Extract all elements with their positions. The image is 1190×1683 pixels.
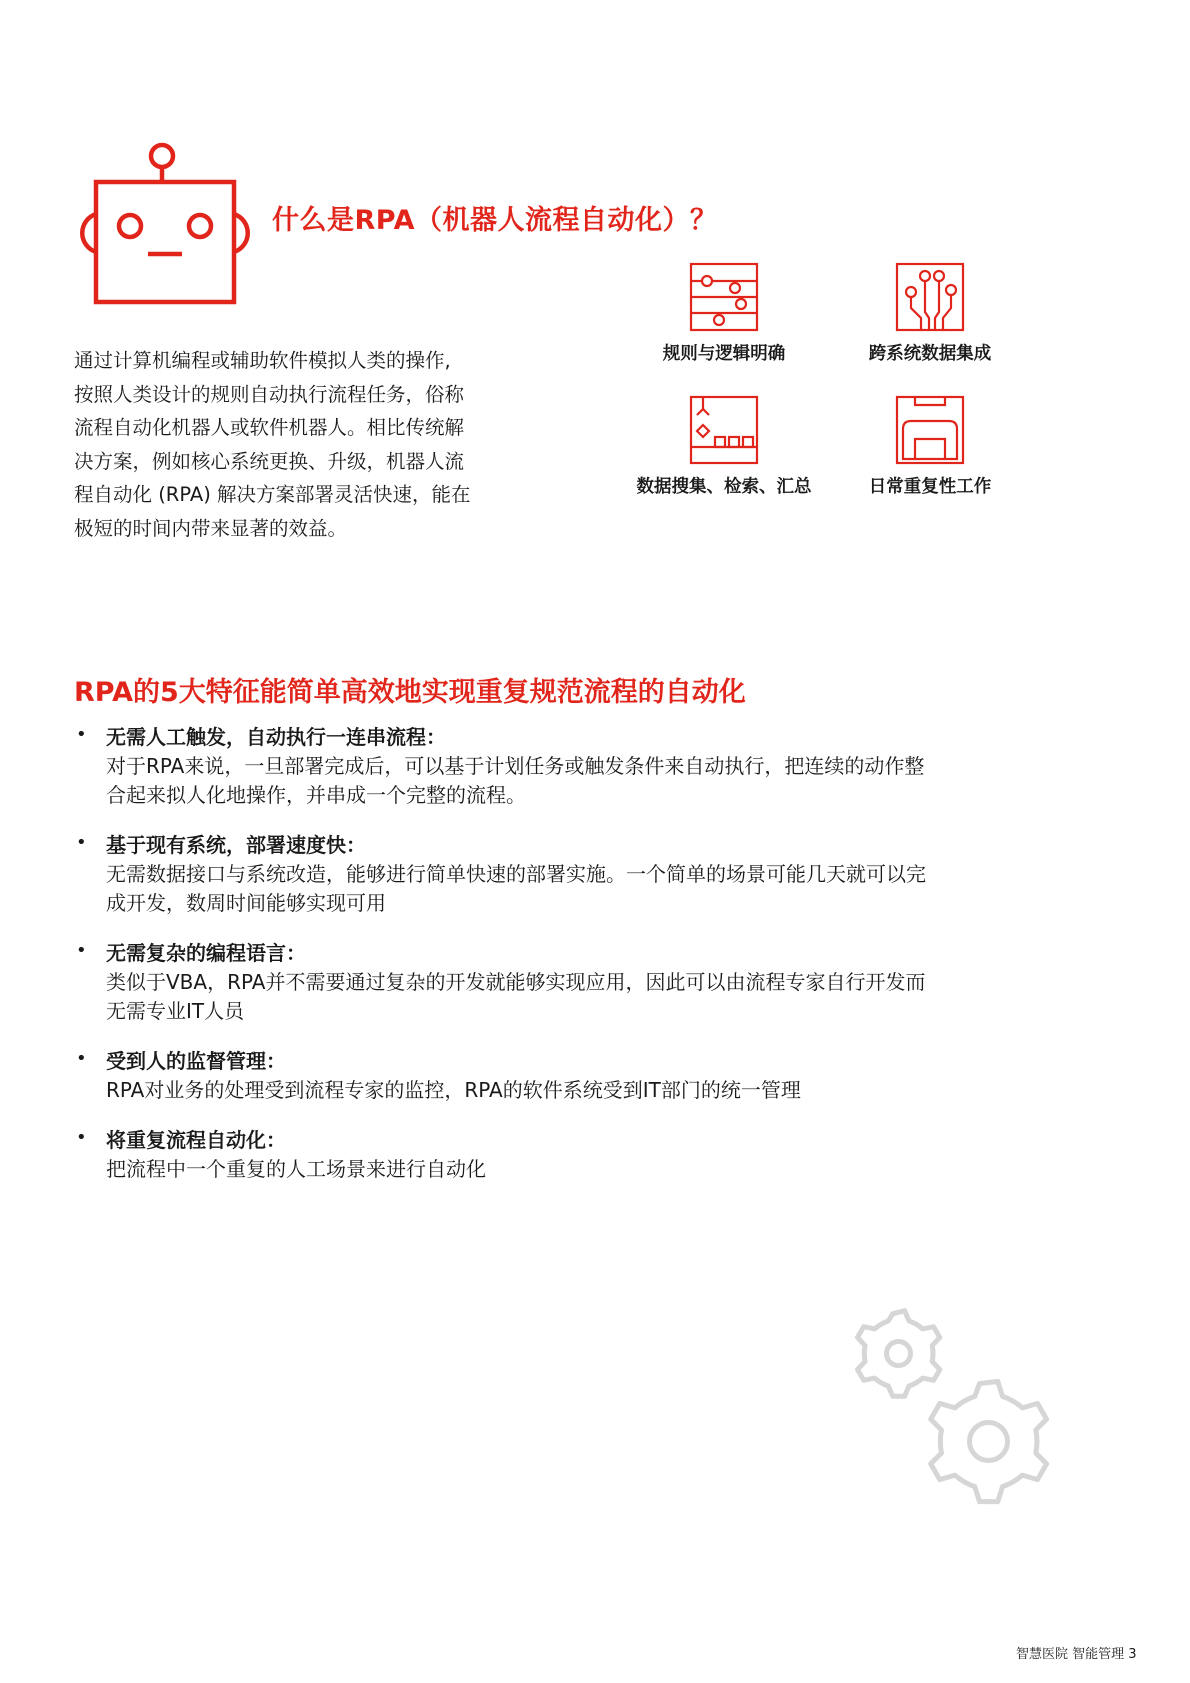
list-item-heading: 基于现有系统，部署速度快： [106,833,366,857]
intro-line: 流程自动化机器人或软件机器人。相比传统解 [74,416,465,439]
printer-icon [895,395,965,465]
list-item-text [106,860,1124,918]
list-item [74,1046,1124,1105]
intro-line: 按照人类设计的规则自动执行流程任务，俗称 [74,382,465,406]
feature-rules-logic [624,262,824,365]
feature-list [74,722,1124,1184]
list-item [74,1125,1124,1184]
feature-data-collect [624,395,824,498]
list-item-heading: 无需复杂的编程语言： [106,941,306,965]
data-collect-icon [689,395,759,465]
sliders-icon [689,262,759,332]
text-line: 无需数据接口与系统改造，能够进行简单快速的部署实施。一个简单的场景可能几天就可以完 [106,862,926,886]
list-item-heading: 无需人工触发，自动执行一连串流程： [106,725,446,749]
bullet-dot: • [76,940,87,961]
robot-icon [72,140,258,306]
bullet-dot: • [76,832,87,853]
text-line: 合起来拟人化地操作，并串成一个完整的流程。 [106,783,526,807]
text-line: 无需专业IT人员 [106,999,245,1023]
list-item-heading: 将重复流程自动化： [106,1128,286,1152]
bullet-dot: • [76,1048,87,1069]
feature-cross-system [830,262,1030,365]
feature-label: 跨系统数据集成 [868,344,992,364]
list-item-text [106,752,1124,810]
text-line: 对于RPA来说，一旦部署完成后，可以基于计划任务或触发条件来自动执行，把连续的动作整 [106,754,925,778]
bullet-dot: • [76,1127,87,1148]
intro-paragraph [74,344,544,545]
text-line: 把流程中一个重复的人工场景来进行自动化 [106,1157,486,1181]
bullet-dot: • [76,724,87,745]
feature-label: 日常重复性工作 [868,477,992,497]
text-line: 成开发，数周时间能够实现可用 [106,891,386,915]
gears-icon [820,1300,1090,1560]
feature-label: 数据搜集、检索、汇总 [636,477,812,497]
intro-line: 决方案，例如核心系统更换、升级，机器人流 [74,449,465,473]
page-title: 什么是RPA（机器人流程自动化）？ [272,205,718,236]
intro-line: 极短的时间内带来显著的效益。 [74,516,348,540]
page-footer: 智慧医院 智能管理 3 [1016,1647,1137,1662]
list-item [74,722,1124,810]
list-item [74,938,1124,1026]
text-line: 类似于VBA，RPA并不需要通过复杂的开发就能够实现应用，因此可以由流程专家自行开发而 [106,970,926,994]
list-item-text [106,1155,1124,1184]
feature-routine-work [830,395,1030,498]
feature-label: 规则与逻辑明确 [662,344,786,364]
intro-line: 程自动化 (RPA) 解决方案部署灵活快速，能在 [74,483,471,506]
list-item-heading: 受到人的监督管理： [106,1049,286,1073]
intro-line: 通过计算机编程或辅助软件模拟人类的操作, [74,349,451,372]
list-item [74,830,1124,918]
section-title: RPA的5大特征能简单高效地实现重复规范流程的自动化 [74,677,746,708]
text-line: RPA对业务的处理受到流程专家的监控，RPA的软件系统受到IT部门的统一管理 [106,1078,801,1102]
list-item-text [106,968,1124,1026]
circuit-icon [895,262,965,332]
list-item-text [106,1076,1124,1105]
